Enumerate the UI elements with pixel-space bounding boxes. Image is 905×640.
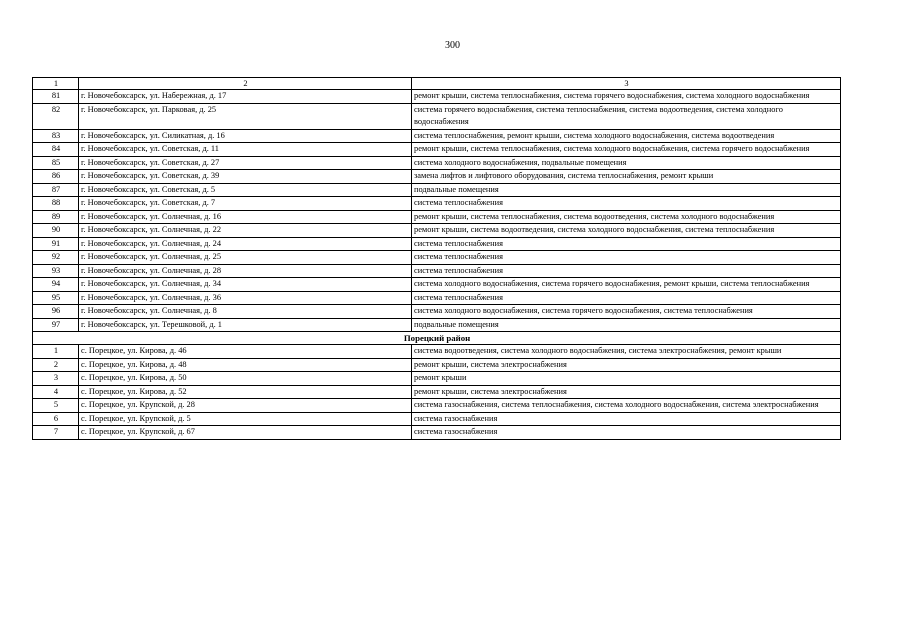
page-number: 300 <box>445 40 460 51</box>
row-works: ремонт крыши <box>412 372 841 386</box>
table-row <box>33 372 841 386</box>
row-address: г. Новочебоксарск, ул. Советская, д. 27 <box>79 156 412 170</box>
row-works: система холодного водоснабжения, подвальные помещения <box>412 156 841 170</box>
table-row <box>33 399 841 413</box>
row-number: 3 <box>33 372 79 386</box>
row-number: 86 <box>33 170 79 184</box>
row-number: 6 <box>33 412 79 426</box>
table-row <box>33 103 841 129</box>
row-address: г. Новочебоксарск, ул. Солнечная, д. 34 <box>79 278 412 292</box>
table-row <box>33 318 841 332</box>
row-number: 82 <box>33 103 79 129</box>
row-works: система теплоснабжения, ремонт крыши, система холодного водоснабжения, система водоотведения <box>412 129 841 143</box>
row-number: 92 <box>33 251 79 265</box>
table-row <box>33 224 841 238</box>
row-address: с. Порецкое, ул. Кирова, д. 50 <box>79 372 412 386</box>
row-works: ремонт крыши, система теплоснабжения, система горячего водоснабжения, система холодного водоснабжения <box>412 90 841 104</box>
row-works: подвальные помещения <box>412 318 841 332</box>
row-works: подвальные помещения <box>412 183 841 197</box>
table-row <box>33 197 841 211</box>
row-works: система газоснабжения <box>412 412 841 426</box>
row-address: г. Новочебоксарск, ул. Солнечная, д. 16 <box>79 210 412 224</box>
row-address: с. Порецкое, ул. Кирова, д. 52 <box>79 385 412 399</box>
row-number: 84 <box>33 143 79 157</box>
row-number: 4 <box>33 385 79 399</box>
row-works: система горячего водоснабжения, система теплоснабжения, система водоотведения, система холодного водоснабжения <box>412 103 841 129</box>
row-number: 91 <box>33 237 79 251</box>
table-row <box>33 170 841 184</box>
section-header-row <box>33 332 841 345</box>
row-address: г. Новочебоксарск, ул. Солнечная, д. 8 <box>79 305 412 319</box>
row-number: 85 <box>33 156 79 170</box>
row-number: 90 <box>33 224 79 238</box>
row-address: с. Порецкое, ул. Кирова, д. 46 <box>79 345 412 359</box>
row-works: замена лифтов и лифтового оборудования, система теплоснабжения, ремонт крыши <box>412 170 841 184</box>
table-row <box>33 183 841 197</box>
repair-registry-table <box>32 77 841 440</box>
row-works: система теплоснабжения <box>412 264 841 278</box>
row-number: 2 <box>33 358 79 372</box>
row-address: г. Новочебоксарск, ул. Парковая, д. 25 <box>79 103 412 129</box>
row-number: 87 <box>33 183 79 197</box>
row-works: ремонт крыши, система теплоснабжения, система холодного водоснабжения, система горячего водоснабжения <box>412 143 841 157</box>
row-number: 5 <box>33 399 79 413</box>
row-address: г. Новочебоксарск, ул. Советская, д. 39 <box>79 170 412 184</box>
row-address: г. Новочебоксарск, ул. Терешковой, д. 1 <box>79 318 412 332</box>
table-row <box>33 156 841 170</box>
row-works: ремонт крыши, система теплоснабжения, система водоотведения, система холодного водоснабжения <box>412 210 841 224</box>
table-row <box>33 385 841 399</box>
row-works: система теплоснабжения <box>412 291 841 305</box>
row-works: система теплоснабжения <box>412 197 841 211</box>
row-address: с. Порецкое, ул. Крупской, д. 67 <box>79 426 412 440</box>
table-row <box>33 345 841 359</box>
table-row <box>33 278 841 292</box>
row-number: 83 <box>33 129 79 143</box>
row-works: ремонт крыши, система электроснабжения <box>412 385 841 399</box>
row-address: г. Новочебоксарск, ул. Силикатная, д. 16 <box>79 129 412 143</box>
row-address: г. Новочебоксарск, ул. Солнечная, д. 24 <box>79 237 412 251</box>
table-row <box>33 305 841 319</box>
row-number: 88 <box>33 197 79 211</box>
row-number: 96 <box>33 305 79 319</box>
row-number: 1 <box>33 345 79 359</box>
row-address: г. Новочебоксарск, ул. Советская, д. 5 <box>79 183 412 197</box>
row-address: с. Порецкое, ул. Крупской, д. 5 <box>79 412 412 426</box>
row-number: 97 <box>33 318 79 332</box>
row-works: ремонт крыши, система водоотведения, система холодного водоснабжения, система теплоснабжения <box>412 224 841 238</box>
row-number: 93 <box>33 264 79 278</box>
row-works: система газоснабжения, система теплоснабжения, система холодного водоснабжения, система электроснабжения <box>412 399 841 413</box>
table-row <box>33 90 841 104</box>
row-works: ремонт крыши, система электроснабжения <box>412 358 841 372</box>
row-works: система газоснабжения <box>412 426 841 440</box>
row-address: г. Новочебоксарск, ул. Советская, д. 11 <box>79 143 412 157</box>
row-address: г. Новочебоксарск, ул. Солнечная, д. 25 <box>79 251 412 265</box>
row-number: 81 <box>33 90 79 104</box>
row-works: система холодного водоснабжения, система горячего водоснабжения, ремонт крыши, система теплоснабжения <box>412 278 841 292</box>
table-row <box>33 358 841 372</box>
column-number-2: 2 <box>79 78 412 90</box>
row-works: система холодного водоснабжения, система горячего водоснабжения, система теплоснабжения <box>412 305 841 319</box>
row-address: г. Новочебоксарск, ул. Солнечная, д. 22 <box>79 224 412 238</box>
row-number: 94 <box>33 278 79 292</box>
column-number-1: 1 <box>33 78 79 90</box>
row-number: 7 <box>33 426 79 440</box>
table-row <box>33 412 841 426</box>
table-row <box>33 129 841 143</box>
table-row <box>33 251 841 265</box>
table-row <box>33 264 841 278</box>
row-works: система теплоснабжения <box>412 251 841 265</box>
row-number: 95 <box>33 291 79 305</box>
row-address: г. Новочебоксарск, ул. Набережная, д. 17 <box>79 90 412 104</box>
table-row <box>33 426 841 440</box>
row-address: с. Порецкое, ул. Крупской, д. 28 <box>79 399 412 413</box>
section-title: Порецкий район <box>33 332 841 345</box>
table-row <box>33 237 841 251</box>
row-number: 89 <box>33 210 79 224</box>
row-address: г. Новочебоксарск, ул. Солнечная, д. 28 <box>79 264 412 278</box>
table-row <box>33 291 841 305</box>
table-row <box>33 210 841 224</box>
row-works: система водоотведения, система холодного водоснабжения, система электроснабжения, ремонт крыши <box>412 345 841 359</box>
column-number-3: 3 <box>412 78 841 90</box>
row-address: с. Порецкое, ул. Кирова, д. 48 <box>79 358 412 372</box>
row-address: г. Новочебоксарск, ул. Солнечная, д. 36 <box>79 291 412 305</box>
row-works: система теплоснабжения <box>412 237 841 251</box>
column-number-row <box>33 78 841 90</box>
row-address: г. Новочебоксарск, ул. Советская, д. 7 <box>79 197 412 211</box>
table-row <box>33 143 841 157</box>
table-body <box>33 78 841 440</box>
